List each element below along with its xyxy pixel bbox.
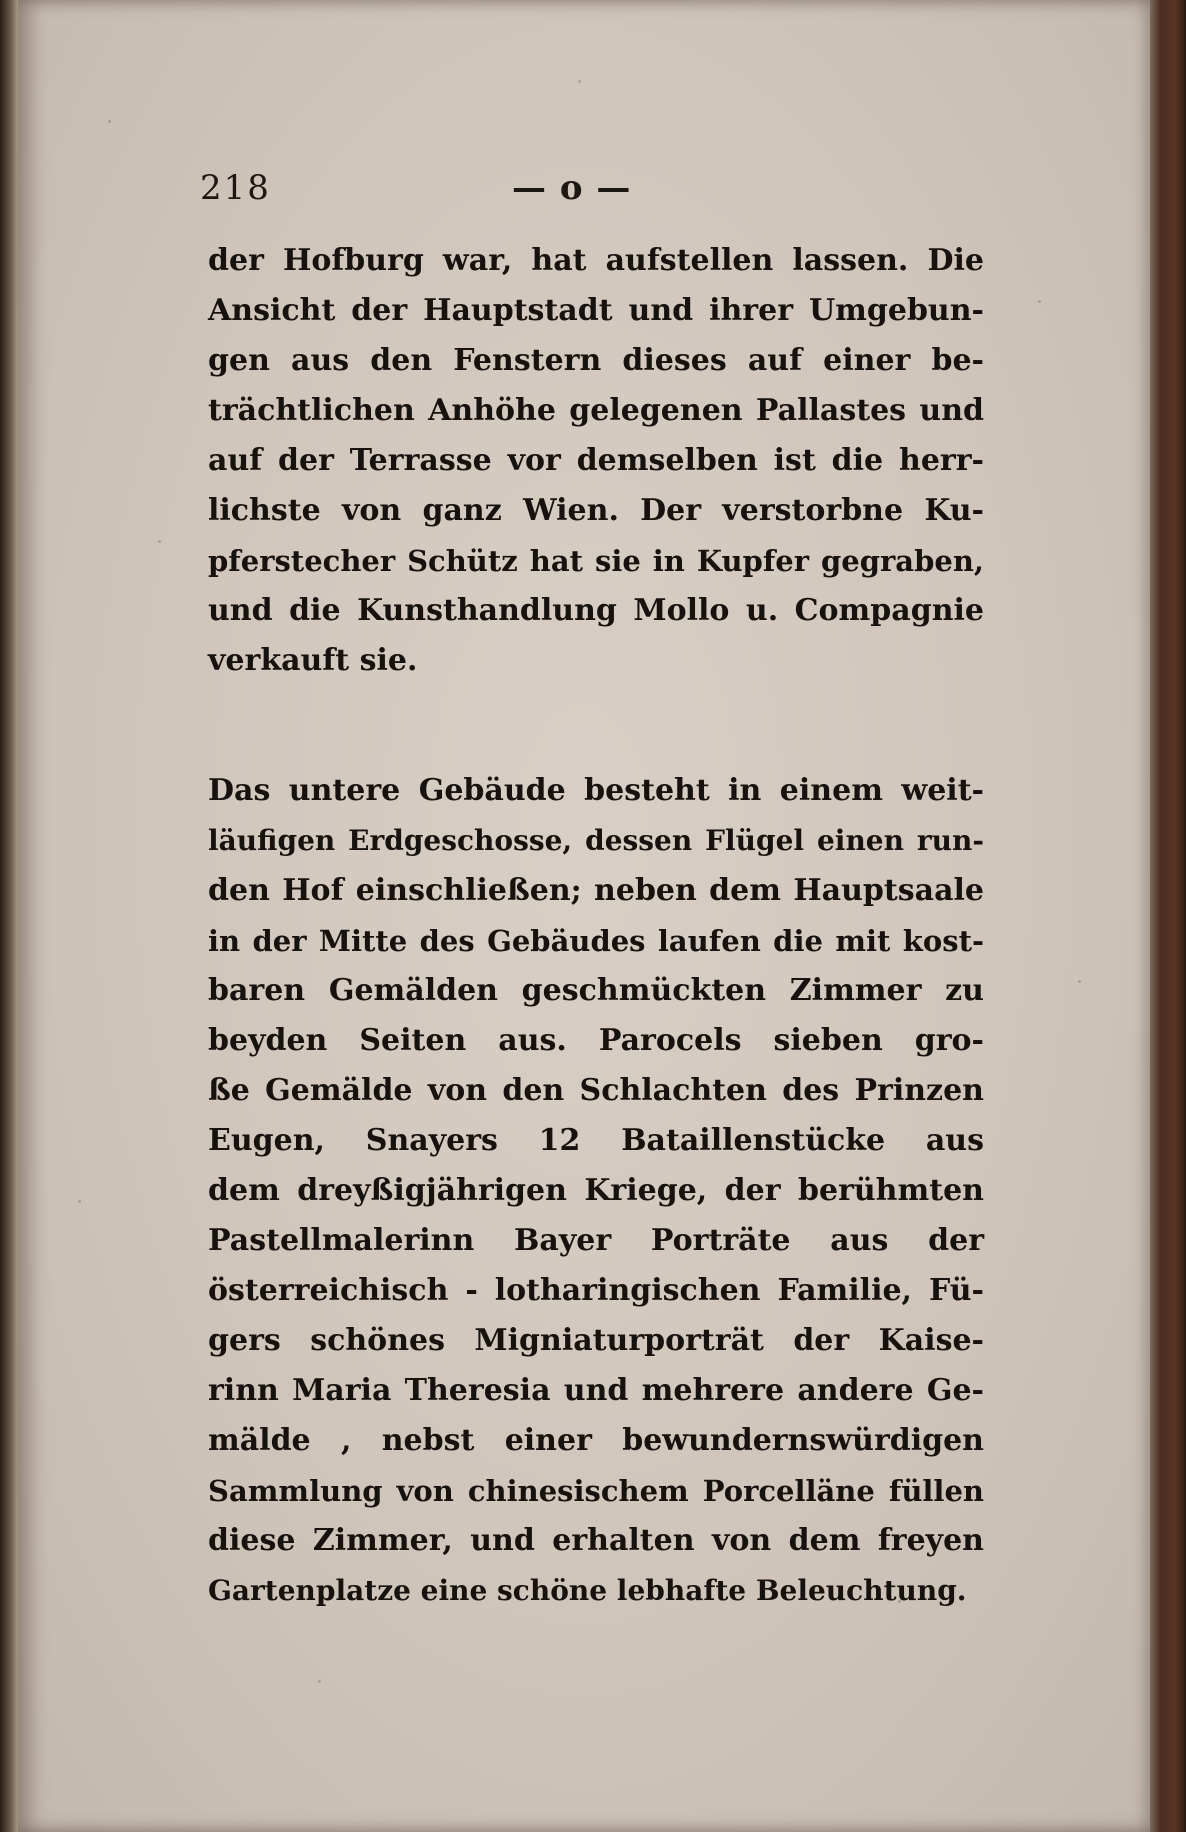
text-line: diese Zimmer, und erhalten von dem freyen [208, 1523, 984, 1558]
body-text [208, 236, 984, 1616]
header-ornament: — o — [512, 168, 632, 208]
text-line: Sammlung von chinesischem Porcelläne füllen [208, 1474, 984, 1508]
text-line: in der Mitte des Gebäudes laufen die mit kost- [208, 924, 984, 958]
text-line: gen aus den Fenstern dieses auf einer be- [208, 343, 984, 378]
paper-speck [578, 80, 581, 83]
text-line: trächtlichen Anhöhe gelegenen Pallastes und [208, 393, 984, 428]
paper-speck [78, 1200, 81, 1203]
text-line: baren Gemälden geschmückten Zimmer zu [208, 973, 984, 1008]
text-line: der Hofburg war, hat aufstellen lassen. Die [208, 243, 984, 278]
book-spine [0, 0, 18, 1832]
page-header [200, 168, 980, 218]
paragraph [208, 236, 984, 686]
text-line: Pastellmalerinn Bayer Porträte aus der [208, 1223, 984, 1258]
text-line: Eugen, Snayers 12 Bataillenstücke aus [208, 1123, 984, 1158]
paper-speck [1038, 300, 1041, 303]
text-line: läufigen Erdgeschosse, dessen Flügel einen run- [208, 824, 984, 857]
text-line: lichste von ganz Wien. Der verstorbne Ku- [208, 493, 984, 528]
text-line: verkauft sie. [208, 643, 418, 678]
paper-speck [108, 120, 111, 123]
paper-speck [1078, 980, 1081, 983]
text-line: den Hof einschließen; neben dem Hauptsaale [208, 873, 984, 908]
text-line: beyden Seiten aus. Parocels sieben gro- [208, 1023, 984, 1058]
text-line: mälde , nebst einer bewundernswürdigen [208, 1423, 984, 1458]
page-number: 218 [200, 168, 271, 208]
paragraph [208, 766, 984, 1616]
text-line: und die Kunsthandlung Mollo u. Compagnie [208, 593, 984, 628]
text-line: Das untere Gebäude besteht in einem weit- [208, 773, 984, 808]
text-line: gers schönes Migniaturporträt der Kaise- [208, 1323, 984, 1358]
text-line: österreichisch - lotharingischen Familie, Fü- [208, 1273, 984, 1308]
text-line: ße Gemälde von den Schlachten des Prinzen [208, 1073, 984, 1108]
text-line: Ansicht der Hauptstadt und ihrer Umgebun- [208, 293, 984, 328]
text-line: auf der Terrasse vor demselben ist die herr- [208, 443, 984, 478]
text-line: Gartenplatze eine schöne lebhafte Beleuchtung. [208, 1574, 967, 1607]
text-line: rinn Maria Theresia und mehrere andere Ge- [208, 1373, 984, 1408]
paragraph-gap [208, 686, 984, 766]
text-line: dem dreyßigjährigen Kriege, der berühmten [208, 1173, 984, 1208]
paper-speck [318, 1680, 321, 1683]
text-line: pferstecher Schütz hat sie in Kupfer gegraben, [208, 544, 984, 578]
paper-speck [158, 540, 161, 543]
page-stack-edge [1150, 0, 1186, 1832]
